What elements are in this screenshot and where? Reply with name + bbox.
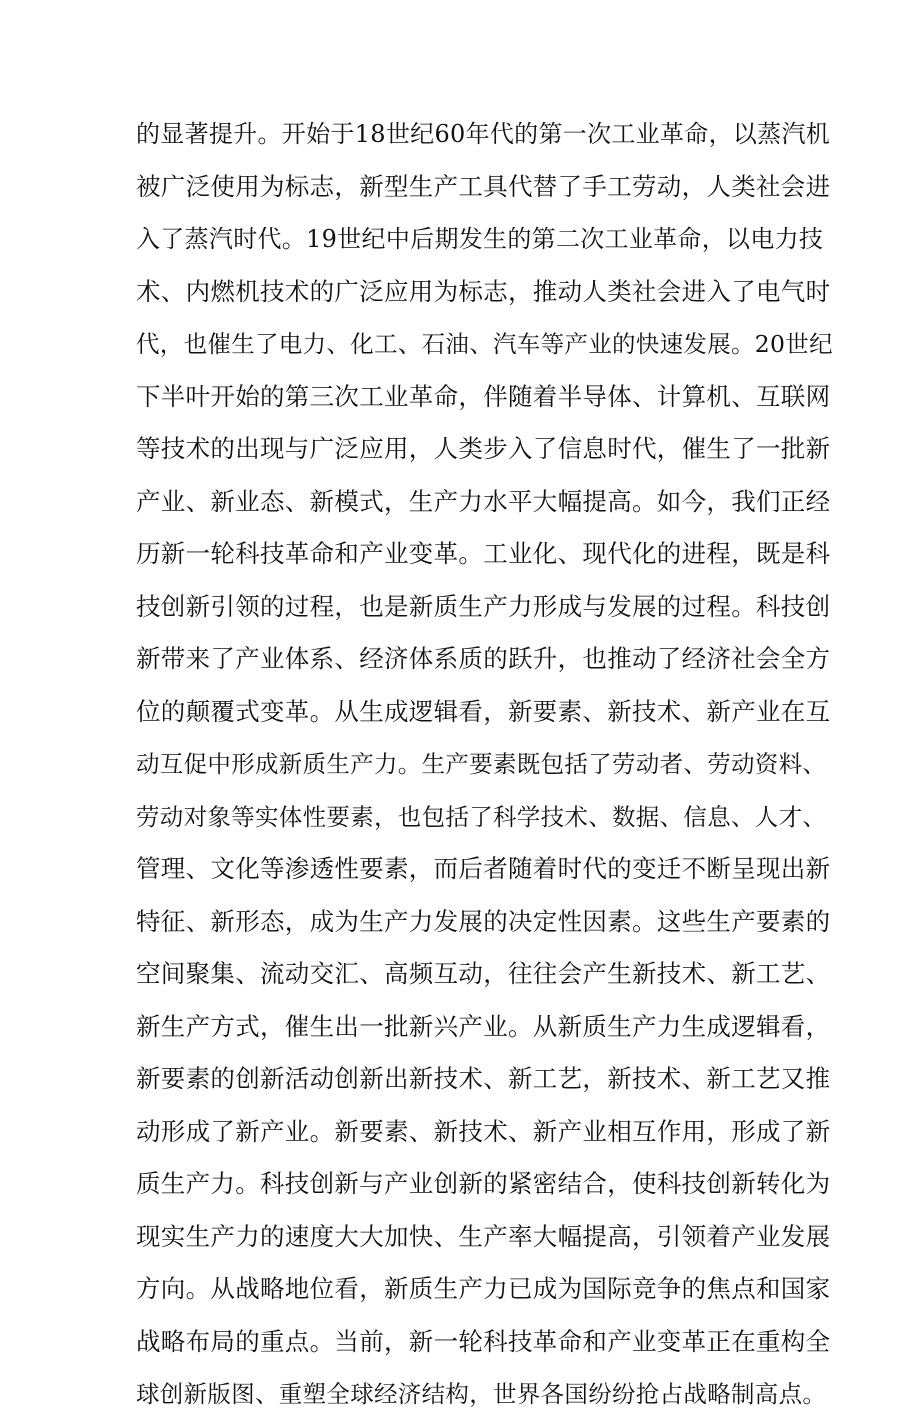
text-line: 方向。从战略地位看，新质生产力已成为国际竞争的焦点和国家 bbox=[136, 1274, 831, 1303]
text-line: 被广泛使用为标志，新型生产工具代替了手工劳动，人类社会进 bbox=[136, 171, 831, 201]
text-line: 代，也催生了电力、化工、石油、汽车等产业的快速发展。20世纪 bbox=[136, 330, 833, 358]
text-line: 下半叶开始的第三次工业革命，伴随着半导体、计算机、互联网 bbox=[136, 381, 831, 411]
text-line: 新带来了产业体系、经济体系质的跃升，也推动了经济社会全方 bbox=[136, 644, 831, 673]
text-line: 动互促中形成新质生产力。生产要素既包括了劳动者、劳动资料、 bbox=[136, 750, 827, 778]
text-line: 术、内燃机技术的广泛应用为标志，推动人类社会进入了电气时 bbox=[136, 276, 831, 306]
text-line: 质生产力。科技创新与产业创新的紧密结合，使科技创新转化为 bbox=[136, 1169, 831, 1198]
text-line: 动形成了新产业。新要素、新技术、新产业相互作用，形成了新 bbox=[136, 1116, 831, 1146]
text-line: 入了蒸汽时代。19世纪中后期发生的第二次工业革命，以电力技 bbox=[136, 225, 824, 253]
text-line: 技创新引领的过程，也是新质生产力形成与发展的过程。科技创 bbox=[136, 591, 831, 621]
text-line: 特征、新形态，成为生产力发展的决定性因素。这些生产要素的 bbox=[136, 906, 831, 936]
text-line: 管理、文化等渗透性要素，而后者随着时代的变迁不断呈现出新 bbox=[136, 854, 831, 883]
text-line: 位的颠覆式变革。从生成逻辑看，新要素、新技术、新产业在互 bbox=[136, 696, 831, 726]
text-line: 现实生产力的速度大大加快、生产率大幅提高，引领着产业发展 bbox=[136, 1221, 831, 1251]
text-line: 历新一轮科技革命和产业变革。工业化、现代化的进程，既是科 bbox=[136, 539, 831, 568]
text-line: 球创新版图、重塑全球经济结构，世界各国纷纷抢占战略制高点。 bbox=[136, 1380, 827, 1408]
text-line: 产业、新业态、新模式，生产力水平大幅提高。如今，我们正经 bbox=[136, 486, 831, 516]
text-line: 的显著提升。开始于18世纪60年代的第一次工业革命，以蒸汽机 bbox=[136, 120, 831, 148]
text-line: 等技术的出现与广泛应用，人类步入了信息时代，催生了一批新 bbox=[136, 434, 831, 463]
body-paragraph bbox=[136, 108, 836, 1421]
text-line: 新要素的创新活动创新出新技术、新工艺，新技术、新工艺又推 bbox=[136, 1064, 831, 1093]
text-line: 战略布局的重点。当前，新一轮科技革命和产业变革正在重构全 bbox=[136, 1326, 831, 1356]
text-line: 新生产方式，催生出一批新兴产业。从新质生产力生成逻辑看， bbox=[136, 1011, 831, 1041]
text-line: 劳动对象等实体性要素，也包括了科学技术、数据、信息、人才、 bbox=[136, 802, 827, 831]
text-line: 空间聚集、流动交汇、高频互动，往往会产生新技术、新工艺、 bbox=[136, 959, 831, 988]
